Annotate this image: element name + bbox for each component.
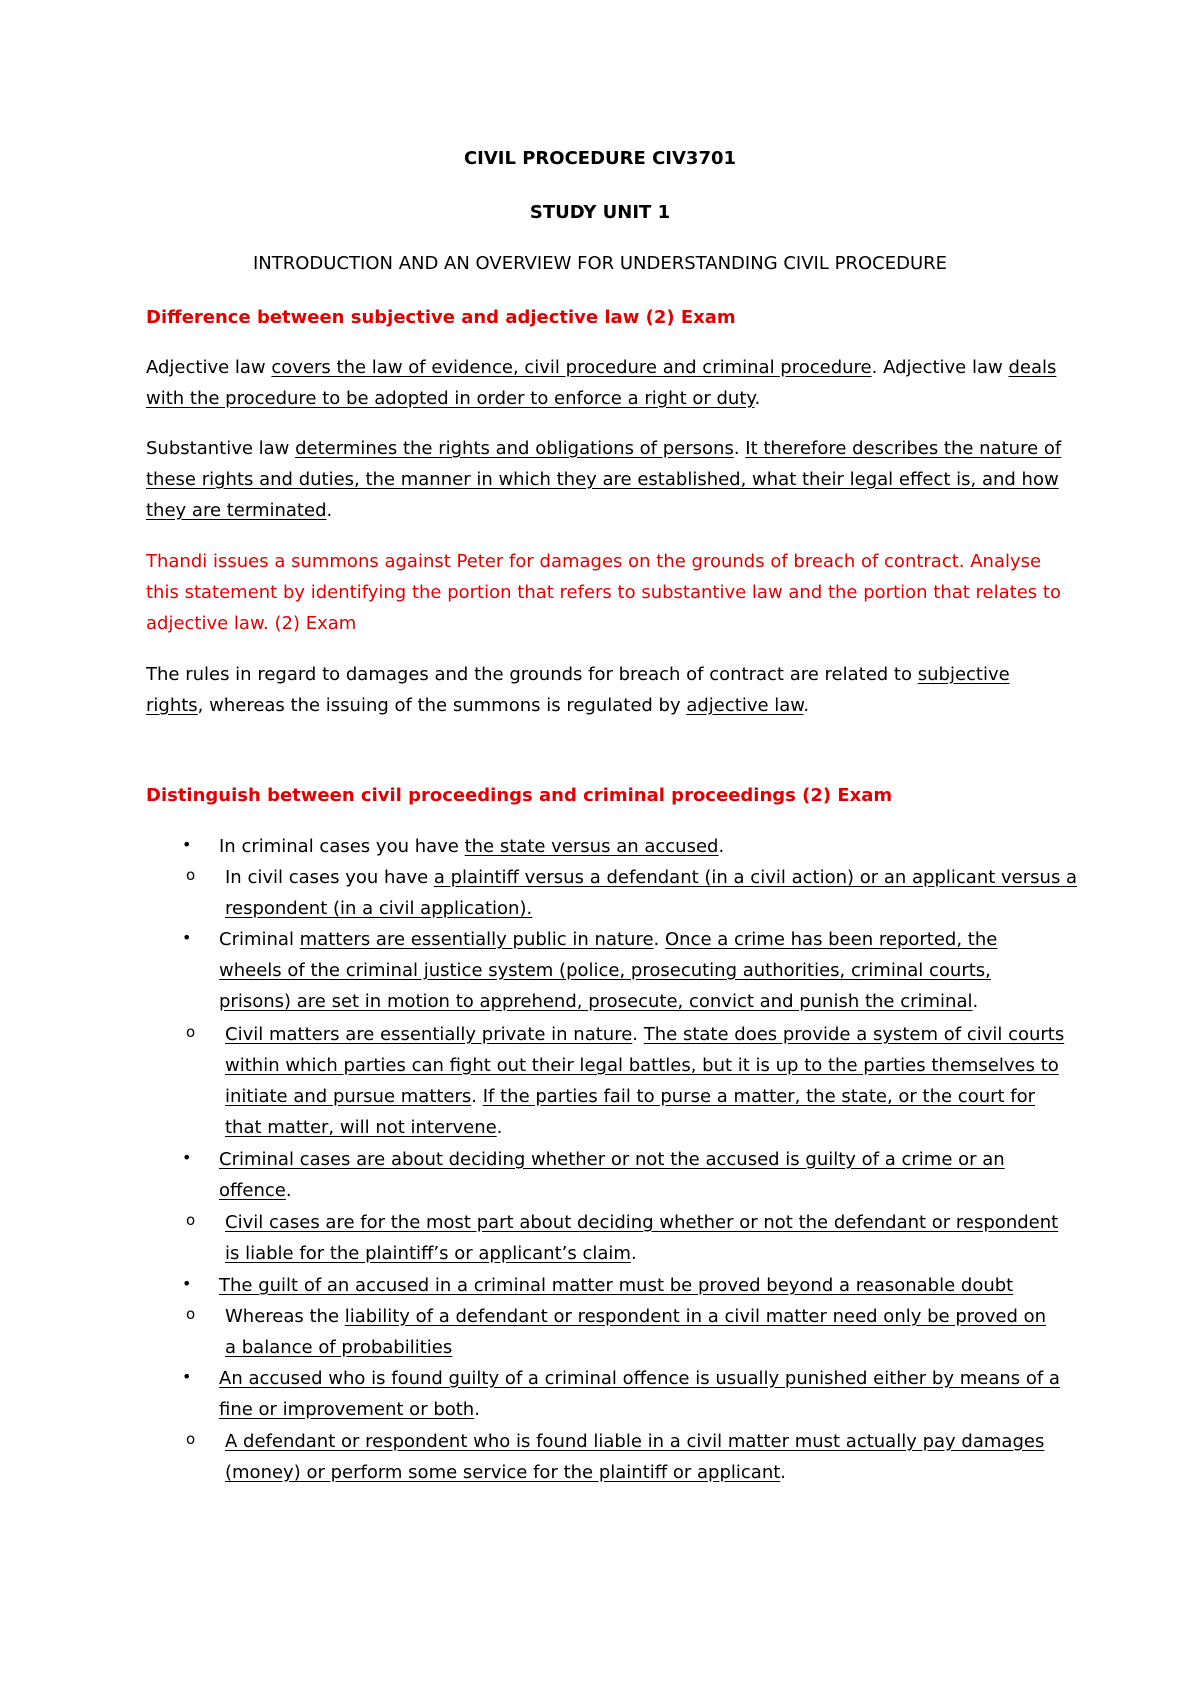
text-span: . [780, 1462, 787, 1483]
text-span: The rules in regard to damages and the grounds for breach of contract are related to [146, 664, 918, 685]
underlined-text: these rights and duties, the manner in which they are established, what their legal effect is, and how [146, 469, 1059, 490]
text-line [219, 831, 1079, 862]
text-line [219, 1363, 1079, 1394]
text-line [225, 862, 1085, 893]
underlined-text: rights [146, 695, 198, 716]
section-heading-civil-criminal: Distinguish between civil proceedings and criminal proceedings (2) Exam [146, 785, 893, 806]
list-item [219, 1363, 1079, 1425]
sub-bullet-circle-icon: o [186, 1305, 196, 1323]
text-line [225, 1426, 1085, 1457]
text-line [146, 352, 1076, 383]
text-line [225, 1019, 1085, 1050]
underlined-text: subjective [917, 664, 1010, 685]
text-span: . [733, 438, 746, 459]
text-line [146, 464, 1076, 495]
underlined-text: fine or improvement or both [219, 1399, 475, 1420]
underlined-text: offence [219, 1180, 286, 1201]
underlined-text: a balance of probabilities [225, 1337, 453, 1358]
text-span: . [803, 695, 810, 716]
exam-question-thandi [146, 546, 1076, 639]
text-line [225, 1081, 1085, 1112]
sub-bullet-circle-icon: o [186, 1211, 196, 1229]
text-line [225, 1457, 1085, 1488]
underlined-text: Civil matters are essentially private in nature [225, 1024, 633, 1045]
text-line [146, 690, 1076, 721]
text-line [146, 659, 1076, 690]
text-span: . [496, 1117, 503, 1138]
text-span: . [326, 500, 333, 521]
text-line [219, 924, 1079, 955]
underlined-text: liability of a defendant or respondent in a civil matter need only be proved on [344, 1306, 1047, 1327]
list-item [219, 1270, 1079, 1301]
list-item [219, 1144, 1079, 1206]
text-span: . [718, 836, 725, 857]
text-line [219, 1270, 1079, 1301]
text-line: this statement by identifying the portion that refers to substantive law and the portion that relates to [146, 582, 1061, 603]
study-unit-heading: STUDY UNIT 1 [529, 202, 671, 223]
paragraph-answer [146, 659, 1076, 721]
text-line [219, 955, 1079, 986]
text-line [225, 1207, 1085, 1238]
underlined-text: A defendant or respondent who is found liable in a civil matter must actually pay damages [225, 1431, 1045, 1452]
bullet-dot-icon: • [182, 1367, 192, 1386]
underlined-text: adjective law [686, 695, 804, 716]
text-span: . [474, 1399, 480, 1420]
underlined-text: Criminal cases are about deciding whether or not the accused is guilty of a crime or an [219, 1149, 1005, 1170]
text-span: Substantive law [146, 438, 296, 459]
underlined-text: the state versus an accused [464, 836, 719, 857]
text-line [225, 1238, 1085, 1269]
underlined-text: wheels of the criminal justice system (police, prosecuting authorities, criminal courts, [219, 960, 991, 981]
underlined-text: a plaintiff versus a defendant (in a civil action) or an applicant versus a [433, 867, 1078, 888]
document-title: CIVIL PROCEDURE CIV3701 [463, 148, 737, 169]
bullet-dot-icon: • [182, 928, 192, 947]
text-line [219, 1394, 1079, 1425]
text-line [225, 1112, 1085, 1143]
underlined-text: respondent (in a civil application). [225, 898, 533, 919]
underlined-text: matters are essentially public in nature [299, 929, 654, 950]
text-line: adjective law. (2) Exam [146, 613, 357, 634]
text-span: . [653, 929, 665, 950]
underlined-text: (money) or perform some service for the plaintiff or applicant [225, 1462, 781, 1483]
text-line [146, 383, 1076, 414]
text-span: . [285, 1180, 292, 1201]
underlined-text: covers the law of evidence, civil procedure and criminal procedure [271, 357, 872, 378]
text-line [219, 1175, 1079, 1206]
text-line [219, 986, 1079, 1017]
underlined-text: Civil cases are for the most part about deciding whether or not the defendant or respondent [225, 1212, 1059, 1233]
bullet-dot-icon: • [182, 835, 192, 854]
list-sub-item [225, 1301, 1085, 1363]
bullet-dot-icon: • [182, 1274, 192, 1293]
text-line [225, 1332, 1085, 1363]
list-item [219, 831, 1079, 862]
text-line: Thandi issues a summons against Peter for damages on the grounds of breach of contract. Analyse [146, 551, 1042, 572]
sub-bullet-circle-icon: o [186, 1430, 196, 1448]
text-span: . [754, 388, 761, 409]
underlined-text: An accused who is found guilty of a criminal offence is usually punished either by means of a [219, 1368, 1060, 1389]
text-span: . [632, 1024, 644, 1045]
underlined-text: with the procedure to be adopted in order to enforce a right or duty [146, 388, 755, 409]
underlined-text: they are terminated [146, 500, 327, 521]
underlined-text: prisons) are set in motion to apprehend, prosecute, convict and punish the criminal [219, 991, 973, 1012]
text-span: Whereas the [225, 1306, 345, 1327]
document-subtitle: INTRODUCTION AND AN OVERVIEW FOR UNDERSTANDING CIVIL PROCEDURE [252, 253, 947, 274]
list-sub-item [225, 1019, 1085, 1143]
section-heading-subjective-adjective: Difference between subjective and adjective law (2) Exam [146, 307, 736, 328]
list-sub-item [225, 1207, 1085, 1269]
text-line [225, 1050, 1085, 1081]
list-sub-item [225, 1426, 1085, 1488]
underlined-text: within which parties can fight out their legal battles, but it is up to the parties themselves to [225, 1055, 1059, 1076]
text-span: Criminal [219, 929, 300, 950]
text-line [225, 893, 1085, 924]
paragraph-substantive-law [146, 433, 1076, 526]
text-line [146, 433, 1076, 464]
underlined-text: determines the rights and obligations of persons [295, 438, 734, 459]
text-span: In civil cases you have [225, 867, 434, 888]
sub-bullet-circle-icon: o [186, 866, 196, 884]
text-span: . [471, 1086, 483, 1107]
text-span: . [630, 1243, 637, 1264]
underlined-text: is liable for the plaintiff’s or applicant’s claim [225, 1243, 631, 1264]
paragraph-adjective-law [146, 352, 1076, 414]
text-span: In criminal cases you have [219, 836, 465, 857]
underlined-text: Once a crime has been reported, the [664, 929, 998, 950]
text-span: , whereas the issuing of the summons is regulated by [197, 695, 687, 716]
sub-bullet-circle-icon: o [186, 1023, 196, 1041]
underlined-text: If the parties fail to purse a matter, the state, or the court for [482, 1086, 1036, 1107]
underlined-text: The guilt of an accused in a criminal matter must be proved beyond a reasonable doubt [219, 1275, 1014, 1296]
text-span: . [972, 991, 979, 1012]
text-line [225, 1301, 1085, 1332]
underlined-text: that matter, will not intervene [225, 1117, 497, 1138]
list-item [219, 924, 1079, 1017]
underlined-text: It therefore describes the nature of [745, 438, 1062, 459]
text-line [219, 1144, 1079, 1175]
underlined-text: The state does provide a system of civil courts [643, 1024, 1065, 1045]
underlined-text: deals [1008, 357, 1057, 378]
text-line [146, 495, 1076, 526]
underlined-text: initiate and pursue matters [225, 1086, 472, 1107]
text-span: . Adjective law [871, 357, 1009, 378]
list-sub-item [225, 862, 1085, 924]
text-span: Adjective law [146, 357, 272, 378]
bullet-dot-icon: • [182, 1148, 192, 1167]
